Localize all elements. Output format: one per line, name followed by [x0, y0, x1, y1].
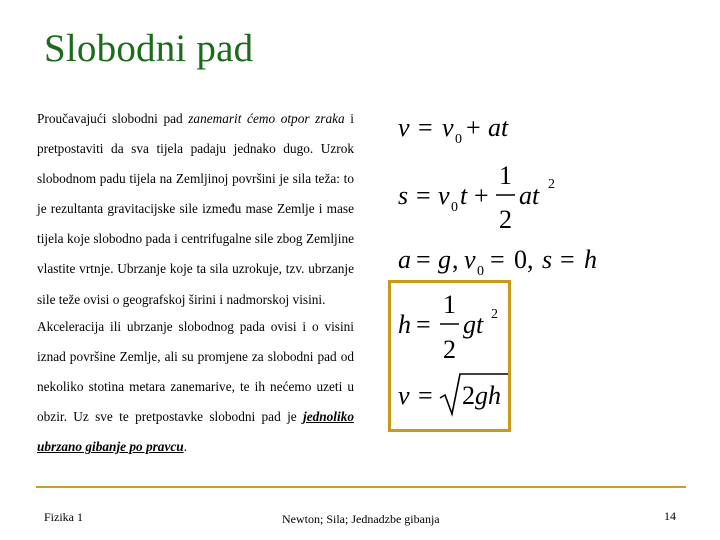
svg-text:,: , — [452, 245, 459, 274]
svg-text:2: 2 — [548, 177, 555, 192]
svg-text:v: v — [464, 245, 476, 274]
svg-text:0: 0 — [477, 264, 484, 279]
svg-text:h: h — [584, 245, 597, 274]
svg-text:g: g — [438, 245, 451, 274]
footer-topic: Newton; Sila; Jednadzbe gibanja — [282, 512, 440, 526]
svg-text:1: 1 — [499, 161, 512, 190]
svg-text:=: = — [418, 381, 433, 410]
svg-text:=: = — [418, 113, 433, 142]
svg-text:v: v — [398, 113, 410, 142]
paragraph-2-text: Akceleracija ili ubrzanje slobodnog pada ovisi i o visini iznad površine Zemlje, ali su promjene za slobodni pad od nekoliko stotina metara zanemarive, te ih nećemo uzeti u obzir. Uz sve te pretpostavke slobodni pad je — [37, 319, 354, 425]
formula-conditions — [394, 240, 624, 282]
svg-text:=: = — [490, 245, 505, 274]
svg-text:v: v — [442, 113, 454, 142]
svg-text:h: h — [398, 310, 411, 339]
svg-text:a: a — [398, 245, 411, 274]
page-number: 14 — [664, 509, 676, 523]
paragraph-2 — [37, 312, 354, 462]
svg-text:2: 2 — [443, 335, 456, 364]
svg-text:0: 0 — [451, 200, 458, 215]
formula-velocity — [394, 108, 534, 148]
svg-text:gt: gt — [463, 310, 484, 339]
svg-text:gh: gh — [475, 381, 501, 410]
paragraph-1-italic: zanemarit ćemo otpor zraka — [188, 111, 345, 126]
svg-text:2: 2 — [499, 205, 512, 234]
formula-distance — [394, 158, 564, 236]
svg-text:t: t — [460, 181, 468, 210]
svg-text:2: 2 — [462, 381, 475, 410]
svg-text:=: = — [416, 245, 431, 274]
svg-text:2: 2 — [491, 307, 498, 322]
svg-text:+: + — [474, 181, 489, 210]
formula-final-velocity — [394, 370, 510, 420]
svg-text:at: at — [488, 113, 509, 142]
svg-text:=: = — [416, 310, 431, 339]
paragraph-1-rest: i pretpostaviti da sva tijela padaju jednako dugo. Uzrok slobodnom padu tijela na Zemljinoj površini je sila teža: to je rezultanta gravitacijske sile između mase Zemlje i mase tijela koje slobodno pada i centrifugalne sile zbog Zemljine vlastite vrtnje. Ubrzanje koje ta sila uzrokuje, tzv. ubrzanje sile teže ovisi o geografskoj širini i nadmorskoj visini. — [37, 111, 354, 307]
slide-title: Slobodni pad — [44, 27, 254, 70]
svg-text:v: v — [398, 381, 410, 410]
svg-text:at: at — [519, 181, 540, 210]
svg-text:1: 1 — [443, 290, 456, 319]
svg-text:0,: 0, — [514, 245, 534, 274]
paragraph-2-end: . — [183, 439, 187, 455]
svg-text:+: + — [466, 113, 481, 142]
paragraph-1 — [37, 104, 354, 315]
paragraph-2-emphasis: jednoliko ubrzano gibanje po pravcu — [37, 409, 354, 455]
paragraph-1-start: Proučavajući slobodni pad — [37, 111, 189, 126]
svg-text:=: = — [560, 245, 575, 274]
svg-text:s: s — [398, 181, 409, 210]
footer-course: Fizika 1 — [44, 510, 83, 524]
svg-text:0: 0 — [455, 132, 462, 147]
svg-text:v: v — [438, 181, 450, 210]
formula-height — [394, 288, 510, 364]
footer-divider — [36, 486, 686, 488]
svg-text:s: s — [542, 245, 553, 274]
svg-text:=: = — [416, 181, 431, 210]
